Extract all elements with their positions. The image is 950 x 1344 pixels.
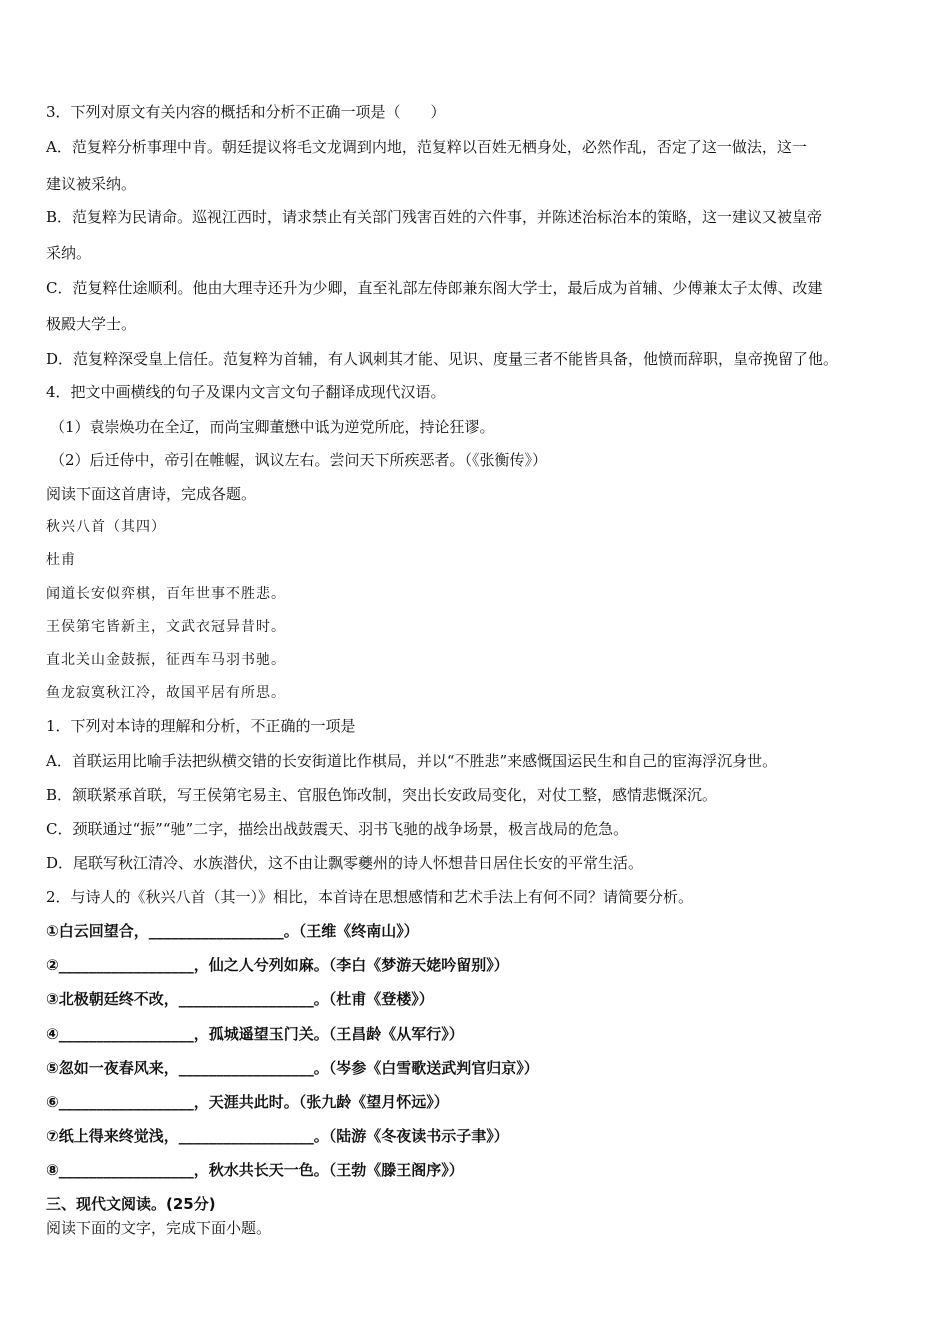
poem-q2-stem: 2．与诗人的《秋兴八首（其一）》相比，本首诗在思想感情和艺术手法上有何不同？请简要分析。 xyxy=(46,888,694,906)
fill-blank-4: ④__________________，孤城遥望玉门关。（王昌龄《从军行》） xyxy=(46,1025,464,1043)
section-3-intro: 阅读下面的文字，完成下面小题。 xyxy=(46,1219,272,1237)
q3-option-a: A．范复粹分析事理中肯。朝廷提议将毛文龙调到内地，范复粹以百姓无栖身处，必然作乱，否定了这一做法，这一 xyxy=(46,138,807,156)
q3-option-d: D．范复粹深受皇上信任。范复粹为首辅，有人讽刺其才能、见识、度量三者不能皆具备，他愤而辞职，皇帝挽留了他。 xyxy=(46,350,839,368)
q3-option-c-cont: 极殿大学士。 xyxy=(46,315,137,333)
poem-line-4: 鱼龙寂寞秋江冷，故国平居有所思。 xyxy=(46,685,286,701)
q4-sentence-2: （2）后迁侍中，帝引在帷幄，讽议左右。尝问天下所疾恶者。（《张衡传》） xyxy=(50,451,548,469)
fill-blank-2: ②__________________，仙之人兮列如麻。（李白《梦游天姥吟留别》） xyxy=(46,956,509,974)
poem-line-3: 直北关山金鼓振，征西车马羽书驰。 xyxy=(46,652,286,668)
poem-q1-option-a: A．首联运用比喻手法把纵横交错的长安街道比作棋局，并以“不胜悲”来感慨国运民生和自己的宦海浮沉身世。 xyxy=(46,752,778,770)
q3-stem: 3．下列对原文有关内容的概括和分析不正确一项是（ ） xyxy=(46,103,446,121)
poem-q1-option-b: B．颔联紧承首联，写王侯第宅易主、官服色饰改制，突出长安政局变化，对仗工整，感情悲慨深沉。 xyxy=(46,786,718,804)
poem-line-2: 王侯第宅皆新主，文武衣冠异昔时。 xyxy=(46,619,286,635)
q4-stem: 4．把文中画横线的句子及课内文言文句子翻译成现代汉语。 xyxy=(46,383,446,401)
q3-option-b: B．范复粹为民请命。巡视江西时，请求禁止有关部门残害百姓的六件事，并陈述治标治本的策略，这一建议又被皇帝 xyxy=(46,208,823,226)
fill-blank-6: ⑥__________________，天涯共此时。（张九龄《望月怀远》） xyxy=(46,1093,449,1111)
q4-sentence-1: （1）袁崇焕功在全辽，而尚宝卿董懋中诋为逆党所庇，持论狂谬。 xyxy=(50,418,495,436)
fill-blank-1: ①白云回望合，__________________。（王维《终南山》） xyxy=(46,922,419,940)
section-3-title: 三、现代文阅读。(25分) xyxy=(46,1195,216,1213)
q3-option-a-cont: 建议被采纳。 xyxy=(46,175,137,193)
fill-blank-7: ⑦纸上得来终觉浅，__________________。（陆游《冬夜读书示子聿》） xyxy=(46,1127,509,1145)
q3-option-c: C．范复粹仕途顺利。他由大理寺还升为少卿，直至礼部左侍郎兼东阁大学士，最后成为首辅、少傅兼太子太傅、改建 xyxy=(46,279,823,297)
fill-blank-8: ⑧__________________，秋水共长天一色。（王勃《滕王阁序》） xyxy=(46,1161,464,1179)
poem-author: 杜甫 xyxy=(46,552,76,568)
fill-blank-3: ③北极朝廷终不改，__________________。（杜甫《登楼》） xyxy=(46,990,434,1008)
q3-option-b-cont: 采纳。 xyxy=(46,244,92,262)
poem-q1-stem: 1．下列对本诗的理解和分析，不正确的一项是 xyxy=(46,717,356,735)
poem-q1-option-c: C．颈联通过“振”“驰”二字，描绘出战鼓震天、羽书飞驰的战争场景，极言战局的危急。 xyxy=(46,820,629,838)
fill-blank-5: ⑤忽如一夜春风来，__________________。（岑参《白雪歌送武判官归京》） xyxy=(46,1059,539,1077)
poem-line-1: 闻道长安似弈棋，百年世事不胜悲。 xyxy=(46,586,286,602)
poem-q1-option-d: D．尾联写秋江清冷、水族潜伏，这不由让飘零夔州的诗人怀想昔日居住长安的平常生活。 xyxy=(46,854,644,872)
poem-intro: 阅读下面这首唐诗，完成各题。 xyxy=(46,485,257,503)
poem-title: 秋兴八首（其四） xyxy=(46,519,166,535)
